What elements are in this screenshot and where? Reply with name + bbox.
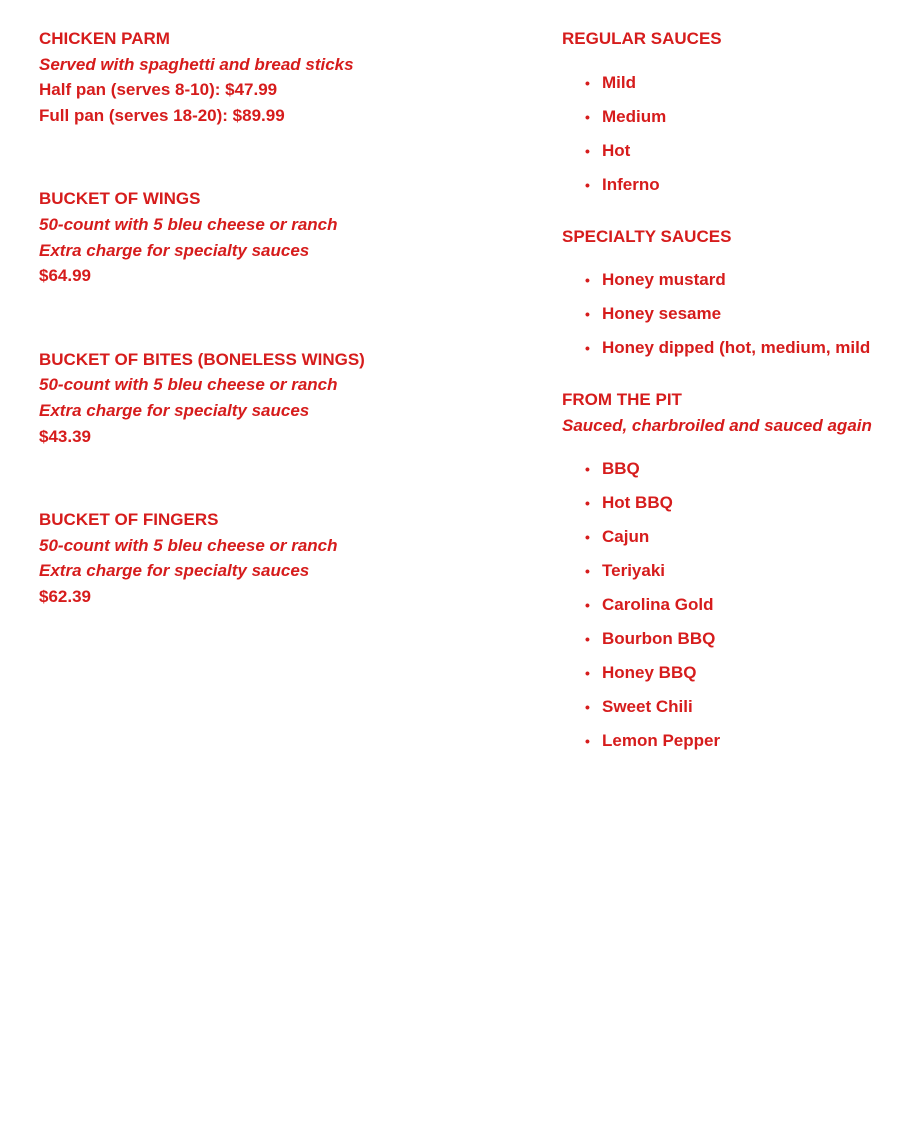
sauce-name: Honey dipped (hot, medium, mild — [602, 338, 871, 358]
sauce-name: Honey BBQ — [602, 663, 697, 683]
sauce-list-item — [562, 656, 902, 690]
sauce-list-item — [562, 690, 902, 724]
sauce-list-item — [562, 100, 902, 134]
sauce-name: Inferno — [602, 174, 660, 194]
menu-item-note: Extra charge for specialty sauces — [39, 240, 310, 260]
menu-item-price: $43.39 — [39, 426, 91, 446]
bullet-icon: • — [585, 461, 590, 478]
bullet-icon: • — [585, 306, 590, 323]
menu-item-title: BUCKET OF FINGERS — [39, 510, 219, 530]
sauce-list-item — [562, 554, 902, 588]
sauce-section-title: FROM THE PIT — [562, 390, 682, 410]
sauce-list-item — [562, 486, 902, 520]
bullet-icon: • — [585, 699, 590, 716]
sauce-list-item — [562, 168, 902, 202]
menu-items-column — [39, 26, 519, 668]
bullet-icon: • — [585, 631, 590, 648]
sauce-list-item — [562, 331, 902, 365]
sauce-section-title: SPECIALTY SAUCES — [562, 226, 732, 246]
bullet-icon: • — [585, 340, 590, 357]
menu-item-title: BUCKET OF BITES (BONELESS WINGS) — [39, 349, 365, 369]
menu-item-bucket-of-wings — [39, 186, 519, 288]
sauces-column — [562, 26, 902, 780]
sauce-name: Honey sesame — [602, 304, 722, 324]
menu-item-chicken-parm — [39, 26, 519, 128]
menu-item-description: 50-count with 5 bleu cheese or ranch — [39, 535, 338, 555]
sauce-list-item — [562, 622, 902, 656]
sauce-list-item — [562, 134, 902, 168]
bullet-icon: • — [585, 142, 590, 159]
menu-item-note: Extra charge for specialty sauces — [39, 400, 310, 420]
sauce-list — [562, 66, 902, 202]
sauce-list-item — [562, 724, 902, 758]
sauce-list — [562, 452, 902, 758]
sauce-name: Teriyaki — [602, 561, 666, 581]
sauce-section-from-the-pit — [562, 387, 902, 758]
bullet-icon: • — [585, 74, 590, 91]
sauce-list-item — [562, 588, 902, 622]
bullet-icon: • — [585, 529, 590, 546]
sauce-list-item — [562, 452, 902, 486]
bullet-icon: • — [585, 272, 590, 289]
sauce-name: Hot — [602, 140, 631, 160]
sauce-list — [562, 263, 902, 365]
sauce-list-item — [562, 520, 902, 554]
menu-item-bucket-of-fingers — [39, 507, 519, 609]
bullet-icon: • — [585, 597, 590, 614]
sauce-list-item — [562, 263, 902, 297]
sauce-section-specialty — [562, 224, 902, 366]
sauce-name: Cajun — [602, 527, 650, 547]
sauce-name: Bourbon BBQ — [602, 629, 716, 649]
sauce-list-item — [562, 297, 902, 331]
bullet-icon: • — [585, 176, 590, 193]
menu-item-price: Full pan (serves 18-20): $89.99 — [39, 105, 285, 125]
sauce-name: Medium — [602, 106, 667, 126]
sauce-name: Lemon Pepper — [602, 731, 721, 751]
sauce-section-subtitle: Sauced, charbroiled and sauced again — [562, 415, 872, 435]
bullet-icon: • — [585, 563, 590, 580]
bullet-icon: • — [585, 733, 590, 750]
menu-item-description: 50-count with 5 bleu cheese or ranch — [39, 375, 338, 395]
menu-item-price: $64.99 — [39, 266, 91, 286]
sauce-list-item — [562, 66, 902, 100]
sauce-name: Carolina Gold — [602, 595, 714, 615]
sauce-name: Mild — [602, 72, 636, 92]
bullet-icon: • — [585, 665, 590, 682]
bullet-icon: • — [585, 495, 590, 512]
sauce-section-regular — [562, 26, 902, 202]
menu-item-price: $62.39 — [39, 586, 91, 606]
bullet-icon: • — [585, 108, 590, 125]
sauce-name: Honey mustard — [602, 270, 726, 290]
sauce-section-title: REGULAR SAUCES — [562, 29, 722, 48]
sauce-name: BBQ — [602, 459, 640, 479]
menu-item-description: Served with spaghetti and bread sticks — [39, 54, 354, 74]
sauce-name: Hot BBQ — [602, 493, 673, 513]
menu-item-bucket-of-bites — [39, 347, 519, 449]
menu-item-description: 50-count with 5 bleu cheese or ranch — [39, 214, 338, 234]
menu-item-note: Extra charge for specialty sauces — [39, 561, 310, 581]
menu-item-price: Half pan (serves 8-10): $47.99 — [39, 80, 278, 100]
menu-item-title: BUCKET OF WINGS — [39, 189, 201, 209]
menu-item-title: CHICKEN PARM — [39, 29, 170, 48]
sauce-name: Sweet Chili — [602, 697, 693, 717]
